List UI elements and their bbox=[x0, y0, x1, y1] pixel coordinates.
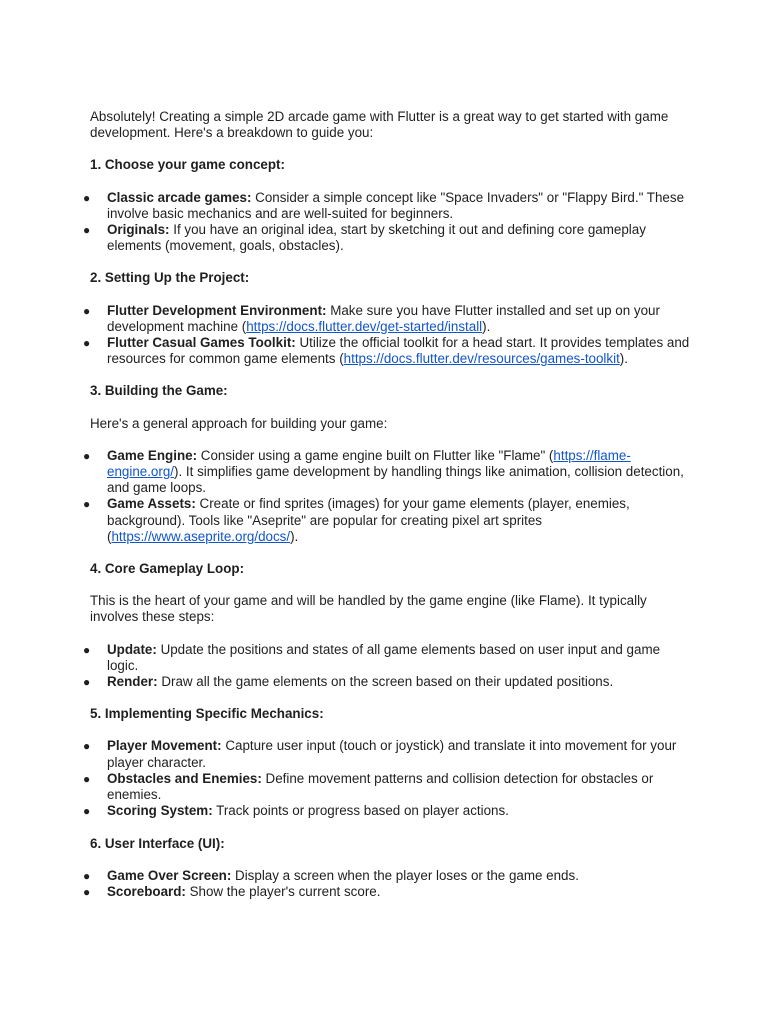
item-text: Capture user input (touch or joystick) and translate it into movement for your player character. bbox=[107, 738, 677, 770]
document-body bbox=[83, 109, 690, 916]
list-item bbox=[83, 867, 690, 884]
list-item bbox=[83, 189, 690, 222]
section-heading: 3. Building the Game: bbox=[90, 383, 228, 399]
bullet-list bbox=[83, 302, 690, 368]
item-label: Game Over Screen: bbox=[107, 867, 232, 883]
bullet-dot-icon: ● bbox=[83, 336, 91, 351]
bullet-dot-icon: ● bbox=[83, 884, 91, 899]
section-heading: 1. Choose your game concept: bbox=[90, 157, 285, 173]
bullet-dot-icon: ● bbox=[83, 868, 91, 883]
item-label: Obstacles and Enemies: bbox=[107, 770, 262, 786]
section-heading: 5. Implementing Specific Mechanics: bbox=[90, 706, 324, 722]
item-text-after: ). bbox=[290, 528, 299, 544]
item-label: Render: bbox=[107, 674, 158, 690]
item-label: Classic arcade games: bbox=[107, 189, 252, 205]
item-text: Create or find sprites (images) for your game elements (player, enemies, background). Tools like "Aseprite" are popular for creating pixel art sprites ( bbox=[107, 496, 630, 544]
item-link[interactable]: https://docs.flutter.dev/get-started/install bbox=[246, 318, 483, 334]
list-item bbox=[83, 803, 690, 819]
item-link[interactable]: https://flame-engine.org/ bbox=[107, 447, 631, 480]
list-item bbox=[83, 496, 690, 545]
item-text-after: ). It simplifies game development by handling things like animation, collision detection, and game loops. bbox=[107, 464, 684, 496]
intro-paragraph: Absolutely! Creating a simple 2D arcade game with Flutter is a great way to get started with game development. Here's a breakdown to guide you: bbox=[90, 109, 669, 141]
item-label: Scoring System: bbox=[107, 803, 213, 819]
item-text: Consider using a game engine built on Flutter like "Flame" ( bbox=[197, 447, 554, 463]
list-item bbox=[83, 883, 690, 900]
item-text: Update the positions and states of all game elements based on user input and game logic. bbox=[107, 641, 661, 673]
list-item bbox=[83, 222, 690, 254]
item-text: Define movement patterns and collision detection for obstacles or enemies. bbox=[107, 770, 654, 803]
bullet-dot-icon: ● bbox=[83, 448, 91, 463]
bullet-list bbox=[83, 641, 690, 691]
bullet-dot-icon: ● bbox=[83, 497, 91, 512]
bullet-dot-icon: ● bbox=[83, 739, 91, 754]
section-paragraph: Here's a general approach for building your game: bbox=[90, 415, 388, 431]
item-label: Player Movement: bbox=[107, 738, 222, 754]
item-text: Track points or progress based on player actions. bbox=[212, 803, 509, 819]
item-text: Show the player's current score. bbox=[185, 883, 381, 899]
section-heading: 4. Core Gameplay Loop: bbox=[90, 561, 245, 577]
section-heading: 6. User Interface (UI): bbox=[90, 835, 225, 851]
bullet-dot-icon: ● bbox=[83, 190, 91, 205]
item-label: Flutter Development Environment: bbox=[107, 302, 327, 318]
item-label: Scoreboard: bbox=[107, 883, 186, 899]
bullet-dot-icon: ● bbox=[83, 303, 91, 318]
bullet-list bbox=[83, 867, 690, 900]
list-item bbox=[83, 335, 690, 367]
bullet-dot-icon: ● bbox=[83, 642, 91, 657]
section-paragraph: This is the heart of your game and will be handled by the game engine (like Flame). It typically involves these steps: bbox=[90, 593, 647, 625]
bullet-list bbox=[83, 447, 690, 545]
item-text: Display a screen when the player loses or the game ends. bbox=[231, 867, 579, 883]
item-label: Flutter Casual Games Toolkit: bbox=[107, 335, 296, 351]
list-item bbox=[83, 447, 690, 497]
item-label: Game Engine: bbox=[107, 447, 198, 463]
bullet-dot-icon: ● bbox=[83, 804, 91, 819]
list-item bbox=[83, 641, 690, 674]
item-label: Game Assets: bbox=[107, 496, 196, 512]
bullet-dot-icon: ● bbox=[83, 771, 91, 786]
item-text: Consider a simple concept like "Space Invaders" or "Flappy Bird." These involve basic mechanics and are well-suited for beginners. bbox=[107, 189, 685, 221]
list-item bbox=[83, 738, 690, 770]
item-label: Originals: bbox=[107, 222, 170, 238]
bullet-list bbox=[83, 189, 690, 255]
item-text: If you have an original idea, start by sketching it out and defining core gameplay elements (movement, goals, obstacles). bbox=[107, 222, 646, 254]
item-text: Make sure you have Flutter installed and set up on your development machine ( bbox=[107, 302, 660, 334]
item-label: Update: bbox=[107, 641, 157, 657]
item-link[interactable]: https://www.aseprite.org/docs/ bbox=[111, 528, 291, 544]
item-text: Utilize the official toolkit for a head start. It provides templates and resources for common game elements ( bbox=[107, 335, 690, 367]
list-item bbox=[83, 302, 690, 335]
bullet-dot-icon: ● bbox=[83, 223, 91, 238]
item-text-after: ). bbox=[482, 318, 491, 334]
list-item bbox=[83, 674, 690, 690]
section-heading: 2. Setting Up the Project: bbox=[90, 270, 250, 286]
list-item bbox=[83, 770, 690, 803]
item-text-after: ). bbox=[619, 351, 628, 367]
bullet-dot-icon: ● bbox=[83, 675, 91, 690]
item-text: Draw all the game elements on the screen based on their updated positions. bbox=[157, 674, 614, 690]
item-link[interactable]: https://docs.flutter.dev/resources/games-toolkit bbox=[343, 351, 620, 367]
bullet-list bbox=[83, 738, 690, 819]
